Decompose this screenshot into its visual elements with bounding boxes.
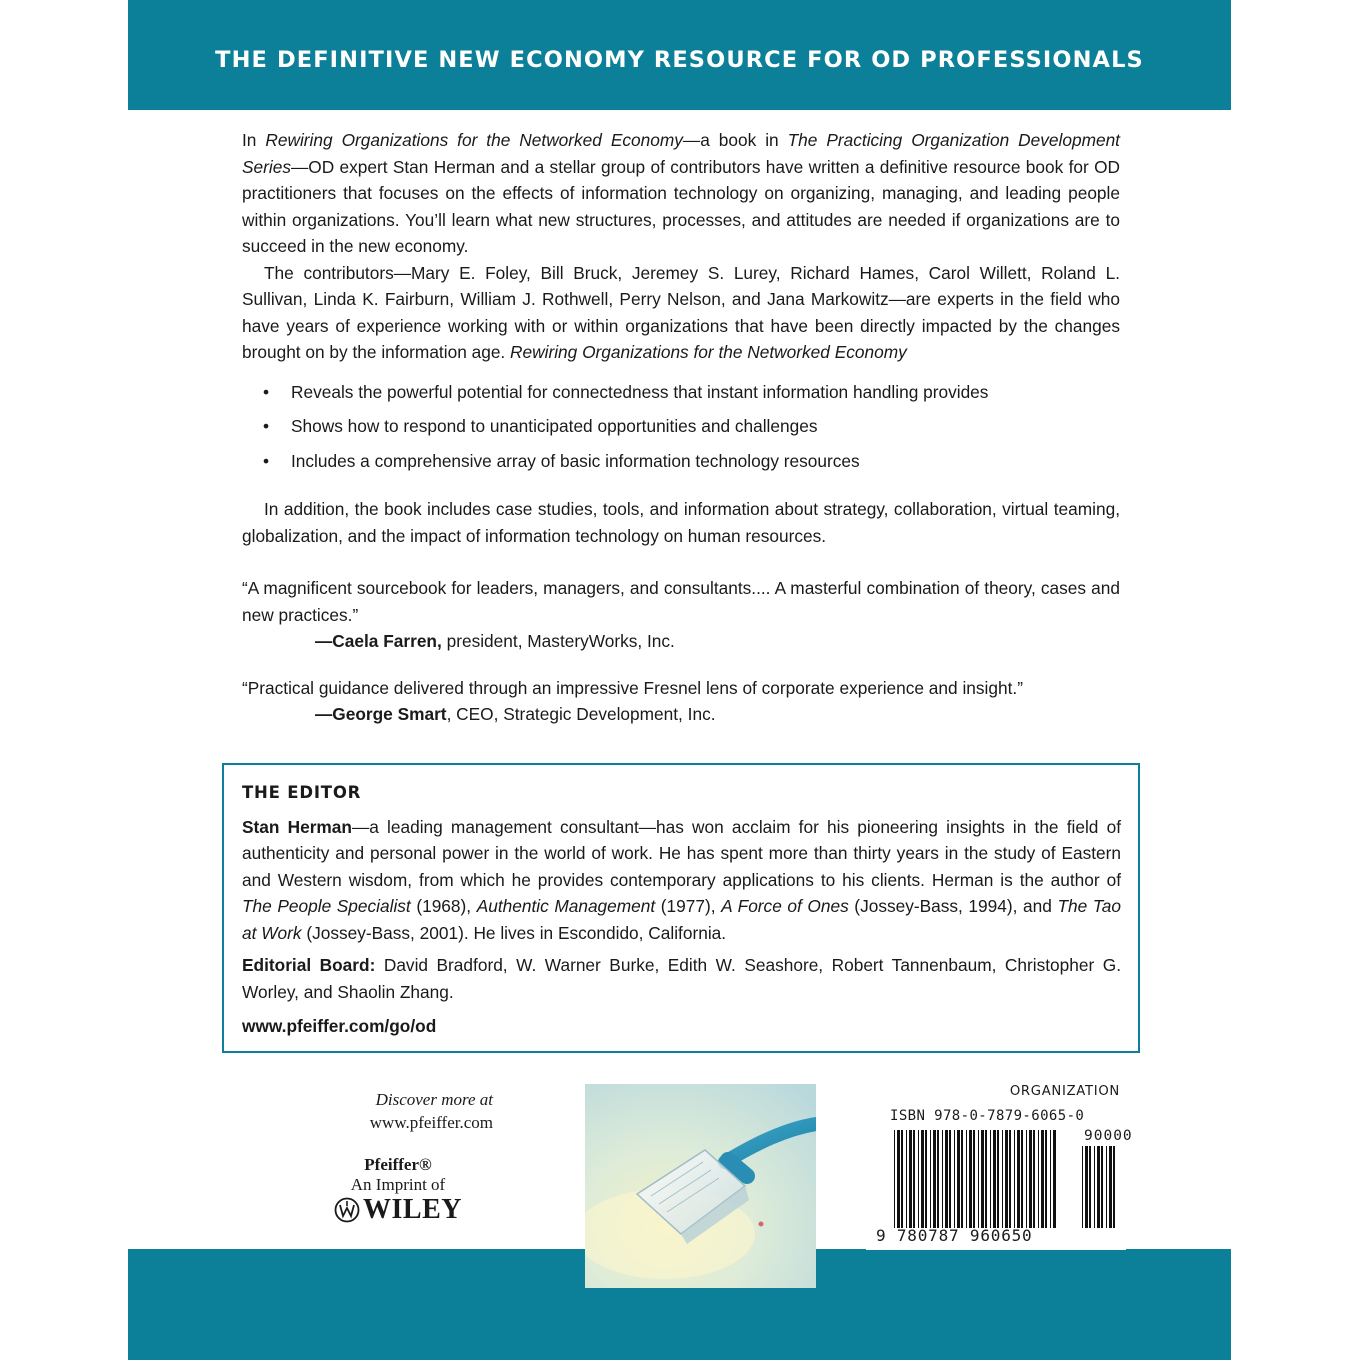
list-item: • Shows how to respond to unanticipated opportunities and challenges xyxy=(242,413,1120,448)
wiley-emblem-icon xyxy=(334,1197,360,1223)
bullet-icon: • xyxy=(263,416,270,436)
quote-text: “Practical guidance delivered through an impressive Fresnel lens of corporate experience and insight.” xyxy=(242,677,1023,698)
series-title: The Practicing Organization Development Series xyxy=(242,130,1120,177)
description-paragraph-1: In Rewiring Organizations for the Networked Economy—a book in The Practicing Organization Development Series—OD expert Stan Herman and a stellar group of contributors have written a definitive resource book for OD practitioners that focuses on the effects of information technology on organizing, managing, and leading people within organizations. You’ll learn what new structures, processes, and attitudes are needed if organizations are to succeed in the new economy. xyxy=(242,130,1120,256)
description-paragraph-2: The contributors—Mary E. Foley, Bill Bruck, Jeremey S. Lurey, Richard Hames, Carol Willett, Roland L. Sullivan, Linda K. Fairburn, William J. Rothwell, Perry Nelson, and Jana Markowitz—are experts in the field who have years of experience working with or within organizations that have been directly impacted by the changes brought on by the information age. Rewiring Organizations for the Networked Economy xyxy=(242,262,1120,362)
publisher-website-link[interactable]: www.pfeiffer.com xyxy=(369,1113,493,1132)
wiley-logo xyxy=(334,1194,462,1225)
endorsement-2 xyxy=(242,675,1120,728)
isbn-number: ISBN 978-0-7879-6065-0 xyxy=(890,1108,1085,1124)
editor-heading: THE EDITOR xyxy=(242,783,362,802)
editor-box xyxy=(222,763,1140,1053)
quote-attribution: —Caela Farren, president, MasteryWorks, Inc. xyxy=(315,631,675,651)
network-cable-photo xyxy=(585,1084,816,1288)
imprint-of-label: An Imprint of xyxy=(350,1175,446,1194)
list-item: • Reveals the powerful potential for connectedness that instant information handling provides xyxy=(242,379,1120,414)
feature-list xyxy=(242,379,1120,483)
quote-attribution: —George Smart, CEO, Strategic Development, Inc. xyxy=(315,704,716,724)
discover-label: Discover more at xyxy=(375,1090,493,1109)
book-title: Rewiring Organizations for the Networked Economy xyxy=(510,342,907,362)
imprint-name: Pfeiffer® xyxy=(364,1155,432,1174)
publisher-imprint xyxy=(308,1155,488,1228)
editor-name: Stan Herman xyxy=(242,816,352,837)
endorsement-1 xyxy=(242,575,1120,655)
book-back-cover xyxy=(128,0,1231,1360)
barcode xyxy=(866,1100,1133,1250)
editorial-board: Editorial Board: David Bradford, W. Warner Burke, Edith W. Seashore, Robert Tannenbaum, Christopher G. Worley, and Shaolin Zhang. xyxy=(242,955,1121,1002)
editor-bio: Stan Herman—a leading management consultant—has won acclaim for his pioneering insights in the field of authenticity and personal power in the world of work. He has spent more than thirty years in the study of Eastern and Western wisdom, from which he provides contemporary applications to his clients. Herman is the author of The People Specialist (1968), Authentic Management (1977), A Force of Ones (Jossey-Bass, 1994), and The Tao at Work (Jossey-Bass, 2001). He lives in Escondido, California. xyxy=(242,816,1121,943)
top-color-band xyxy=(128,0,1231,110)
bullet-icon: • xyxy=(263,450,270,471)
book-title: Rewiring Organizations for the Networked Economy xyxy=(265,130,683,150)
discover-more xyxy=(303,1088,493,1134)
ean-digits: 9 780787 960650 xyxy=(876,1226,1033,1245)
quote-text: “A magnificent sourcebook for leaders, managers, and consultants.... A masterful combination of theory, cases and new practices.” xyxy=(242,578,1120,625)
bullet-icon: • xyxy=(263,381,270,402)
list-item: • Includes a comprehensive array of basic information technology resources xyxy=(242,448,1120,483)
series-website-link[interactable]: www.pfeiffer.com/go/od xyxy=(242,1016,437,1036)
wiley-wordmark: WILEY xyxy=(363,1194,462,1225)
description-paragraph-3: In addition, the book includes case studies, tools, and information about strategy, collaboration, virtual teaming, globalization, and the impact of information technology on human resources. xyxy=(242,499,1120,546)
category-label: ORGANIZATION xyxy=(1009,1084,1120,1099)
headline: THE DEFINITIVE NEW ECONOMY RESOURCE FOR OD PROFESSIONALS xyxy=(215,47,1144,73)
description-section xyxy=(242,127,1120,728)
price-code: 90000 xyxy=(1084,1128,1133,1144)
